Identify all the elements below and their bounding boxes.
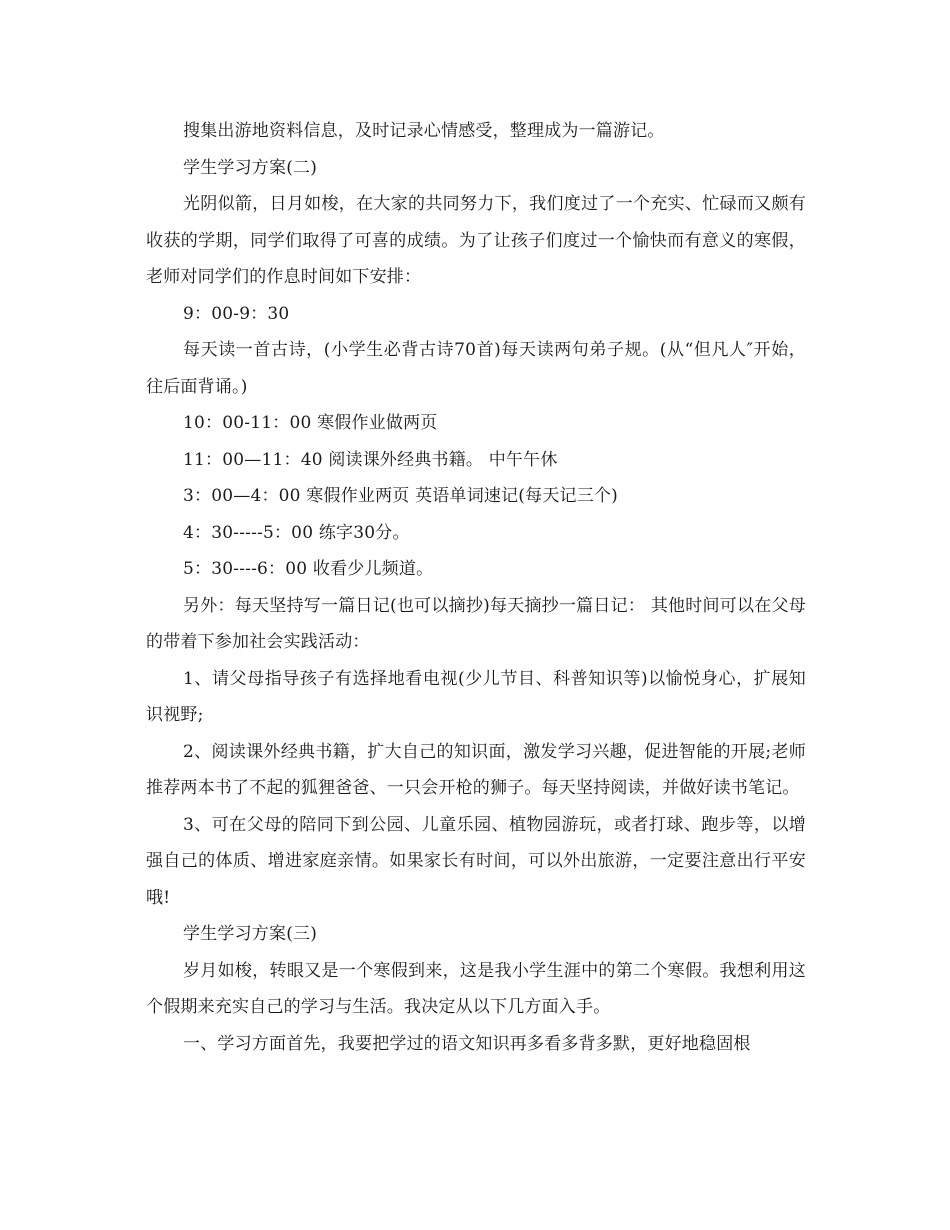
paragraph-intro: 光阴似箭，日月如梭，在大家的共同努力下，我们度过了一个充实、忙碌而又颇有收获的学期，同学们取得了可喜的成绩。为了让孩子们度过一个愉快而有意义的寒假，老师对同学们的作息时间如下安排： — [146, 194, 806, 287]
schedule-line-11-1140: 11：00—11：40 阅读课外经典书籍。 中午午休 — [183, 449, 558, 470]
paragraph-winter-break: 岁月如梭，转眼又是一个寒假到来，这是我小学生涯中的第二个寒假。我想利用这个假期来充实自己的学习与生活。我决定从以下几方面入手。 — [146, 960, 806, 1017]
list-item-1-tv: 1、请父母指导孩子有选择地看电视(少儿节目、科普知识等)以愉悦身心，扩展知识视野; — [146, 668, 806, 725]
list-item-3-outdoor: 3、可在父母的陪同下到公园、儿童乐园、植物园游玩，或者打球、跑步等，以增强自己的体质、增进家庭亲情。如果家长有时间，可以外出旅游，一定要注意出行平安哦! — [146, 814, 806, 908]
document-body — [146, 113, 806, 1062]
paragraph-daily-poem: 每天读一首古诗，(小学生必背古诗70首)每天读两句弟子规。(从“但凡人″开始，往后面背诵。) — [146, 340, 806, 397]
list-item-2-reading: 2、阅读课外经典书籍，扩大自己的知识面，激发学习兴趣，促进智能的开展;老师推荐两本书了不起的狐狸爸爸、一只会开枪的狮子。每天坚持阅读，并做好读书笔记。 — [146, 741, 806, 798]
schedule-line-530-6: 5：30----6：00 收看少儿频道。 — [183, 559, 434, 579]
schedule-line-9-930: 9：00-9：30 — [183, 303, 290, 324]
paragraph-travel-notes: 搜集出游地资料信息，及时记录心情感受，整理成为一篇游记。 — [183, 121, 665, 141]
paragraph-diary: 另外：每天坚持写一篇日记(也可以摘抄)每天摘抄一篇日记： 其他时间可以在父母的带着下参加社会实践活动： — [146, 595, 806, 652]
paragraph-study-aspect: 一、学习方面首先，我要把学过的语文知识再多看多背多默，更好地稳固根 — [183, 1033, 751, 1054]
section-heading-plan-3: 学生学习方案(三) — [183, 924, 318, 944]
section-heading-plan-2: 学生学习方案(二) — [183, 157, 318, 178]
schedule-line-430-5: 4：30-----5：00 练字30分。 — [183, 522, 410, 543]
schedule-line-10-11: 10：00-11：00 寒假作业做两页 — [183, 413, 438, 433]
schedule-line-3-4: 3：00—4：00 寒假作业两页 英语单词速记(每天记三个) — [183, 486, 618, 506]
